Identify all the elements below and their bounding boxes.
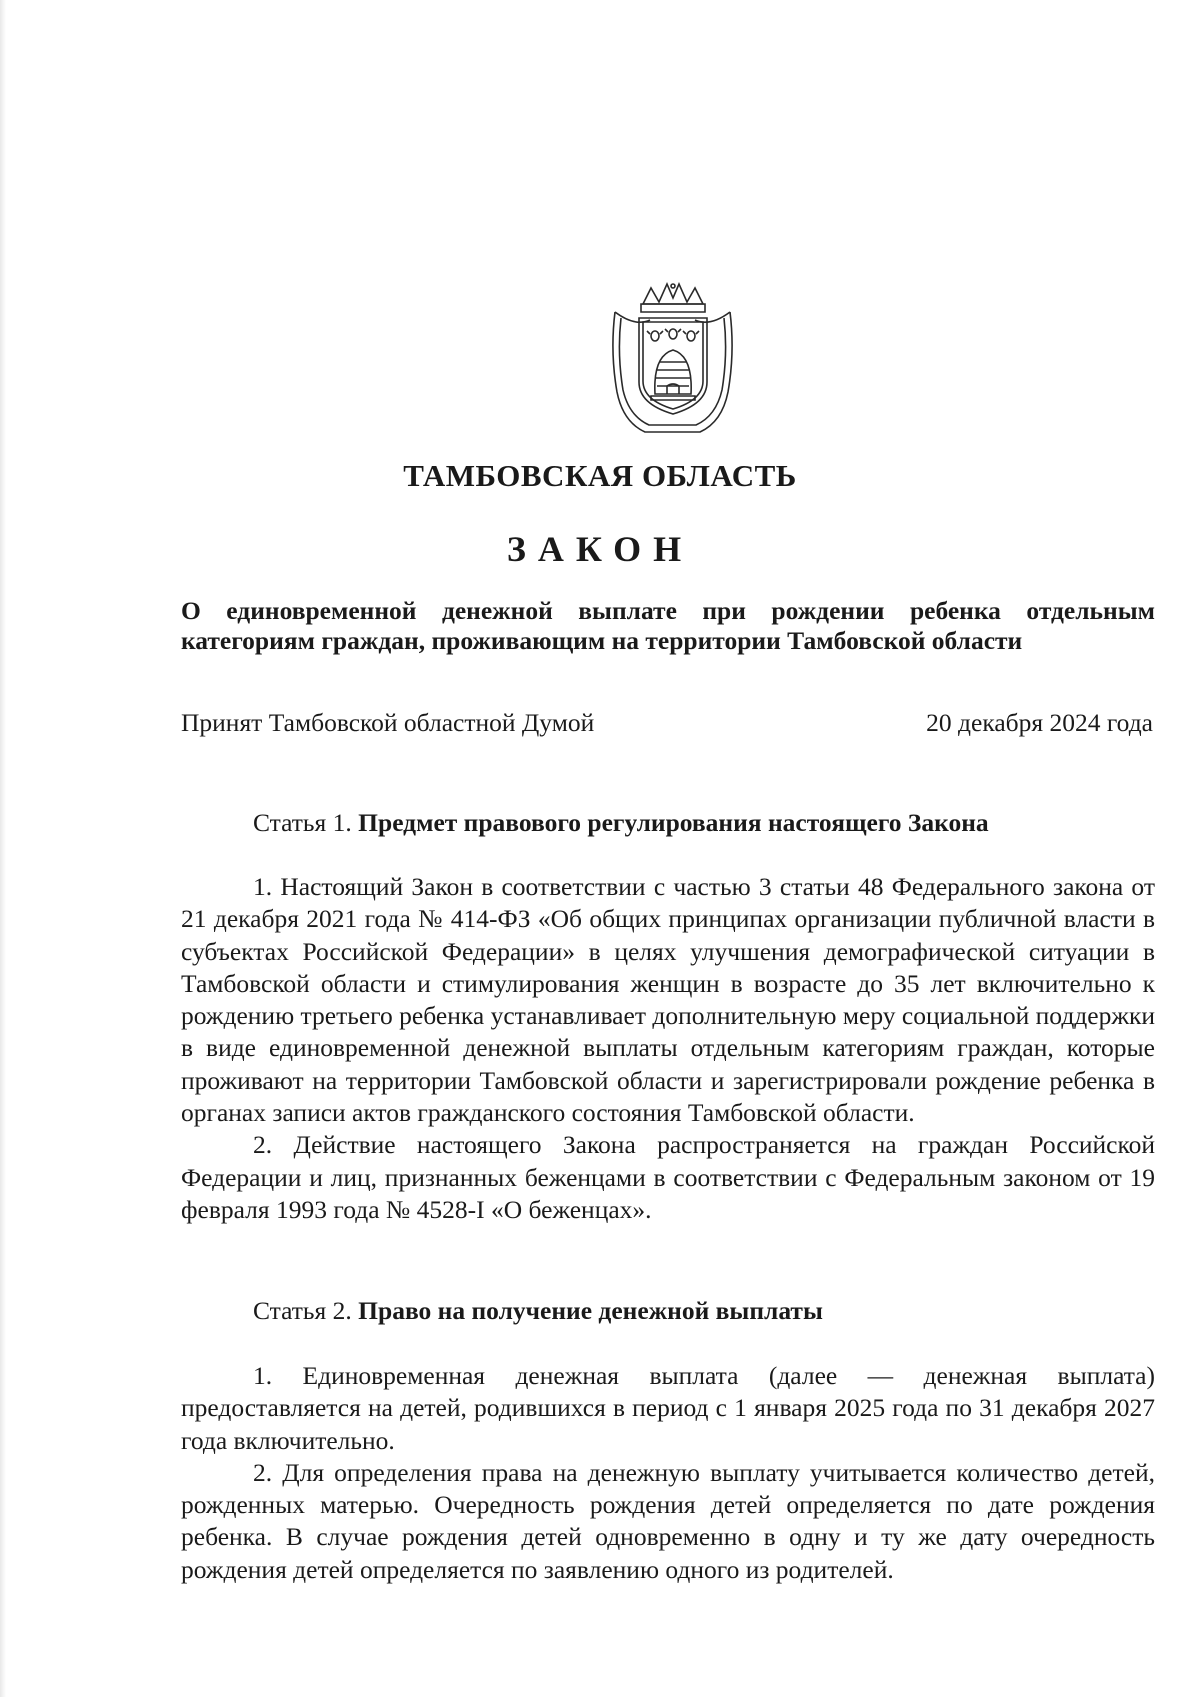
article-2-body: [181, 1360, 1155, 1586]
article-1-heading: [181, 808, 1155, 838]
article-title: Право на получение денежной выплаты: [358, 1296, 823, 1325]
paragraph: 2. Действие настоящего Закона распространяется на граждан Российской Федерации и лиц, признанных беженцами в соответствии с Федеральным законом от 19 февраля 1993 года № 4528-I «О беженцах».: [181, 1130, 1155, 1224]
adoption-line: [181, 708, 1153, 738]
article-1-body: [181, 871, 1155, 1226]
document-type: ЗАКОН: [506, 529, 694, 569]
paragraph: 1. Настоящий Закон в соответствии с частью 3 статьи 48 Федерального закона от 21 декабря 2021 года № 414-ФЗ «Об общих принципах организации публичной власти в субъектах Российской Федерации» в целях улучшения демографической ситуации в Тамбовской области и стимулирования женщин в возрасте до 35 лет включительно к рождению третьего ребенка устанавливает дополнительную меру социальной поддержки в виде единовременной денежной выплаты отдельным категориям граждан, которые проживают на территории Тамбовской области и зарегистрировали рождение ребенка в органах записи актов гражданского состояния Тамбовской области.: [181, 872, 1155, 1128]
tambov-coat-of-arms-icon: [605, 282, 740, 442]
paragraph: 1. Единовременная денежная выплата (далее — денежная выплата) предоставляется на детей, родившихся в период с 1 января 2025 года по 31 декабря 2027 года включительно.: [181, 1361, 1155, 1455]
article-2-heading: [181, 1296, 1155, 1326]
paragraph: 2. Для определения права на денежную выплату учитывается количество детей, рожденных матерью. Очередность рождения детей определяется по дате рождения ребенка. В случае рождения детей одновременно в одну и ту же дату очередность рождения детей определяется по заявлению одного из родителей.: [181, 1457, 1155, 1584]
scan-edge-shadow: [0, 0, 6, 1697]
adopted-by: Принят Тамбовской областной Думой: [181, 708, 595, 737]
article-title: Предмет правового регулирования настоящего Закона: [358, 808, 989, 837]
region-name: ТАМБОВСКАЯ ОБЛАСТЬ: [403, 458, 797, 493]
adoption-date: 20 декабря 2024 года: [926, 708, 1153, 737]
law-title: О единовременной денежной выплате при рождении ребенка отдельным категориям граждан, проживающим на территории Тамбовской области: [181, 596, 1155, 655]
article-label: Статья 2.: [253, 1296, 352, 1325]
article-label: Статья 1.: [253, 808, 352, 837]
